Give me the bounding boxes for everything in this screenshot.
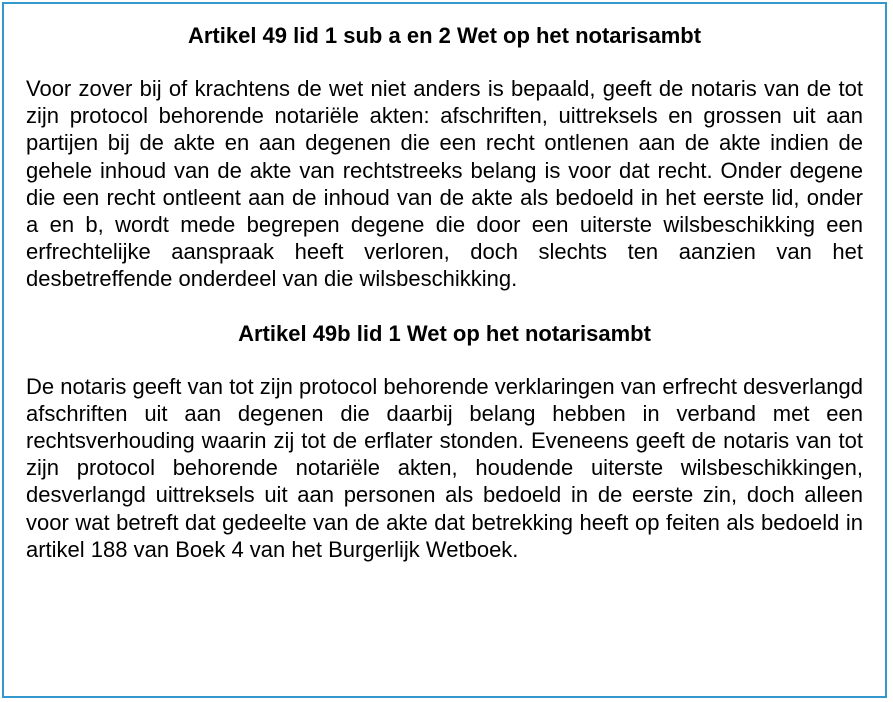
section-text-article-49b: De notaris geeft van tot zijn protocol behorende verklaringen van erfrecht desverlangd afschriften uit aan degenen die daarbij belang hebben in verband met een rechtsverhouding waarin zij tot de erflater stonden. Eveneens geeft de notaris van tot zijn protocol behorende notariële akten, houdende uiterste wilsbeschikkingen, desverlangd uittreksels uit aan personen als bedoeld in de eerste zin, doch alleen voor wat betreft dat gedeelte van de akte dat betrekking heeft op feiten als bedoeld in artikel 188 van Boek 4 van het Burgerlijk Wetboek.: [26, 373, 863, 562]
section-heading-article-49: Artikel 49 lid 1 sub a en 2 Wet op het notarisambt: [187, 23, 702, 48]
section-text-article-49: Voor zover bij of krachtens de wet niet anders is bepaald, geeft de notaris van de tot zijn protocol behorende notariële akten: afschriften, uittreksels en grossen uit aan partijen bij de akte en aan degenen die een recht ontlenen aan de akte indien de gehele inhoud van de akte van rechtstreeks belang is voor dat recht. Onder degene die een recht ontleent aan de inhoud van de akte als bedoeld in het eerste lid, onder a en b, wordt mede begrepen degene die door een uiterste wilsbeschikking een erfrechtelijke aanspraak heeft verloren, doch slechts ten aanzien van het desbetreffende onderdeel van die wilsbeschikking.: [26, 76, 863, 292]
text-box: [2, 2, 887, 698]
section-heading-article-49b: Artikel 49b lid 1 Wet op het notarisambt: [238, 320, 651, 346]
text-box-content: [26, 22, 863, 563]
